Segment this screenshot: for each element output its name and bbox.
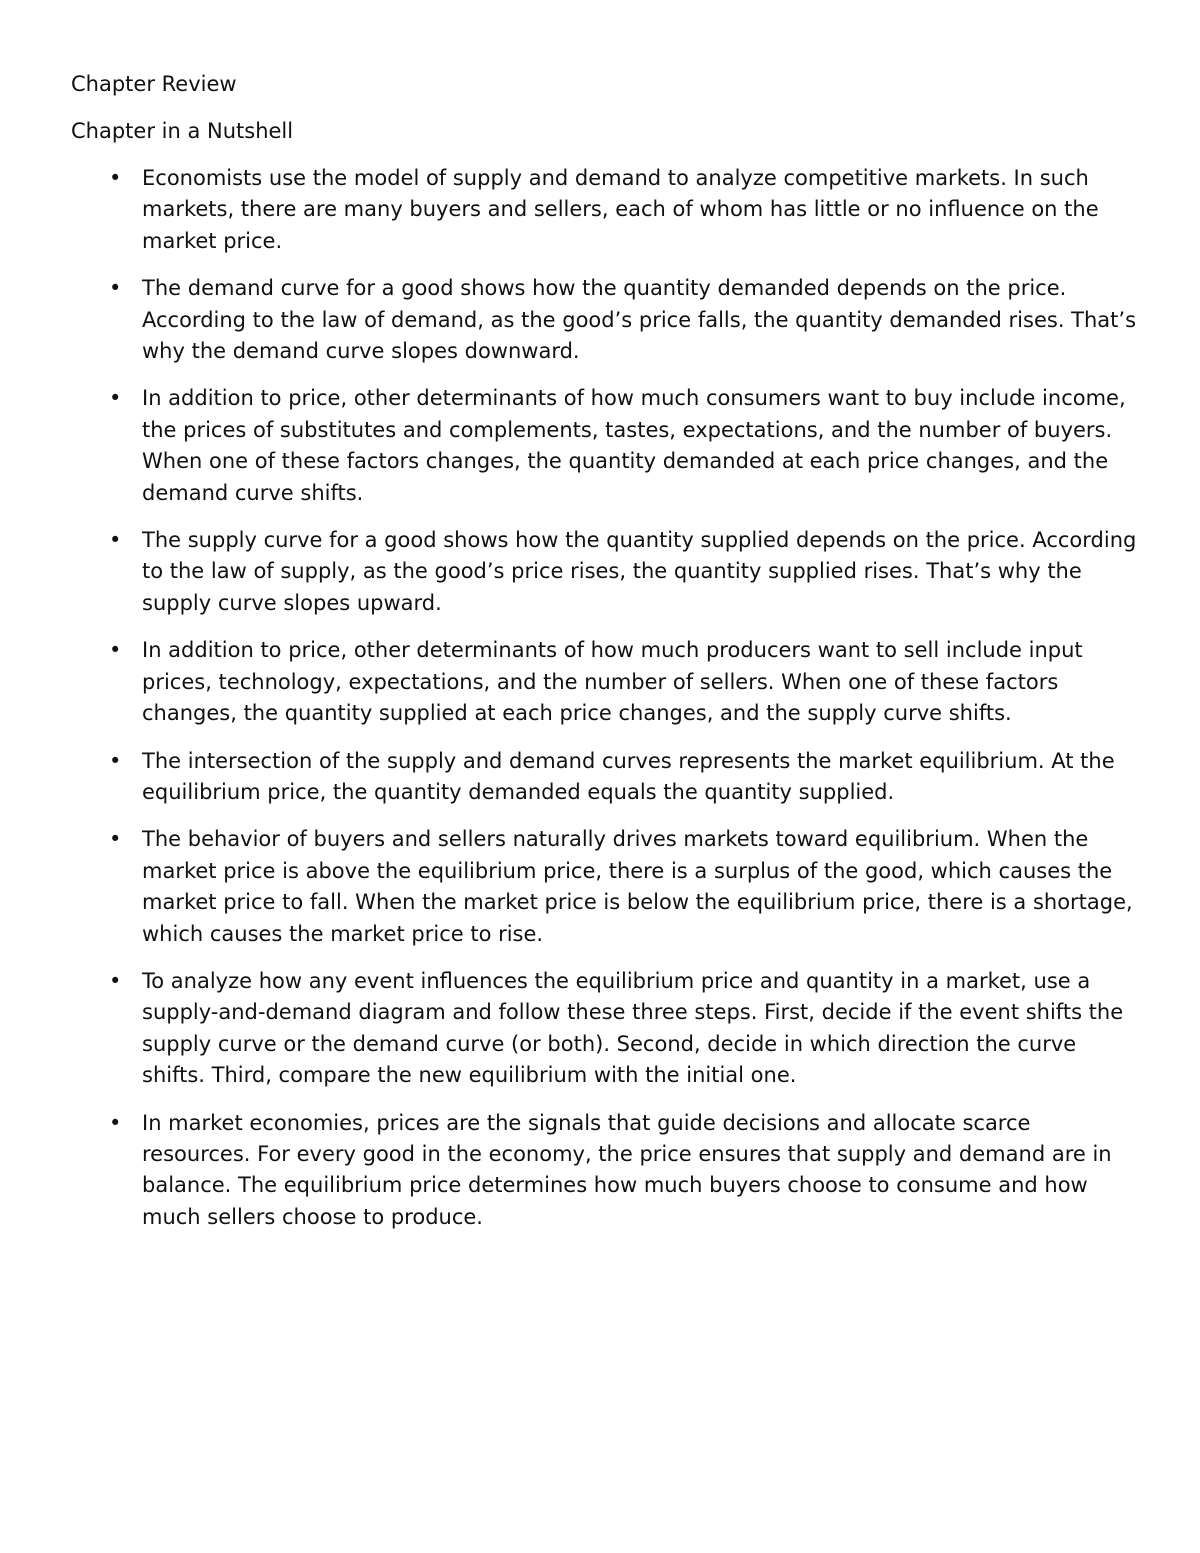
bullet-icon: •	[109, 638, 122, 663]
document-page	[71, 69, 1141, 1249]
list-item-text: In addition to price, other determinants of how much producers want to sell include input prices, technology, expectations, and the number of sellers. When one of these factors changes, the quantity supplied at each price changes, and the supply curve shifts.	[142, 638, 1083, 726]
bullet-icon: •	[109, 528, 122, 553]
list-item	[71, 273, 1141, 367]
list-item	[71, 383, 1141, 509]
list-item-text: To analyze how any event influences the equilibrium price and quantity in a market, use a supply-and-demand diagram and follow these three steps. First, decide if the event shifts the supply curve or the demand curve (or both). Second, decide in which direction the curve shifts. Third, compare the new equilibrium with the initial one.	[142, 968, 1124, 1088]
list-item	[71, 635, 1141, 729]
list-item	[71, 824, 1141, 950]
page-title: Chapter Review	[71, 72, 237, 96]
list-item-text: In market economies, prices are the signals that guide decisions and allocate scarce resources. For every good in the economy, the price ensures that supply and demand are in balance. The equilibrium price determines how much buyers choose to consume and how much sellers choose to produce.	[142, 1110, 1112, 1229]
list-item-text: In addition to price, other determinants of how much consumers want to buy include income, the prices of substitutes and complements, tastes, expectations, and the number of buyers. When one of these factors changes, the quantity demanded at each price changes, and the demand curve shifts.	[142, 386, 1126, 505]
bullet-icon: •	[109, 968, 122, 993]
list-item	[71, 525, 1141, 619]
bullet-icon: •	[109, 748, 122, 773]
list-item-text: The supply curve for a good shows how the quantity supplied depends on the price. According to the law of supply, as the good’s price rises, the quantity supplied rises. That’s why the supply curve slopes upward.	[142, 528, 1137, 615]
summary-list	[71, 163, 1141, 1233]
list-item	[71, 746, 1141, 809]
list-item-text: The demand curve for a good shows how the quantity demanded depends on the price. According to the law of demand, as the good’s price falls, the quantity demanded rises. That’s why the demand curve slopes downward.	[142, 276, 1137, 364]
bullet-icon: •	[109, 1110, 122, 1135]
bullet-icon: •	[109, 386, 122, 411]
bullet-icon: •	[109, 276, 122, 301]
list-item	[71, 966, 1141, 1092]
list-item-text: The intersection of the supply and demand curves represents the market equilibrium. At the equilibrium price, the quantity demanded equals the quantity supplied.	[142, 748, 1115, 804]
bullet-icon: •	[109, 166, 122, 190]
bullet-icon: •	[109, 827, 122, 852]
list-item-text: Economists use the model of supply and demand to analyze competitive markets. In such markets, there are many buyers and sellers, each of whom has little or no influence on the market price.	[142, 166, 1099, 253]
list-item-text: The behavior of buyers and sellers naturally drives markets toward equilibrium. When the market price is above the equilibrium price, there is a surplus of the good, which causes the market price to fall. When the market price is below the equilibrium price, there is a shortage, which causes the market price to rise.	[142, 827, 1133, 946]
section-title: Chapter in a Nutshell	[71, 119, 294, 143]
list-item	[71, 1108, 1141, 1234]
list-item	[71, 163, 1141, 257]
